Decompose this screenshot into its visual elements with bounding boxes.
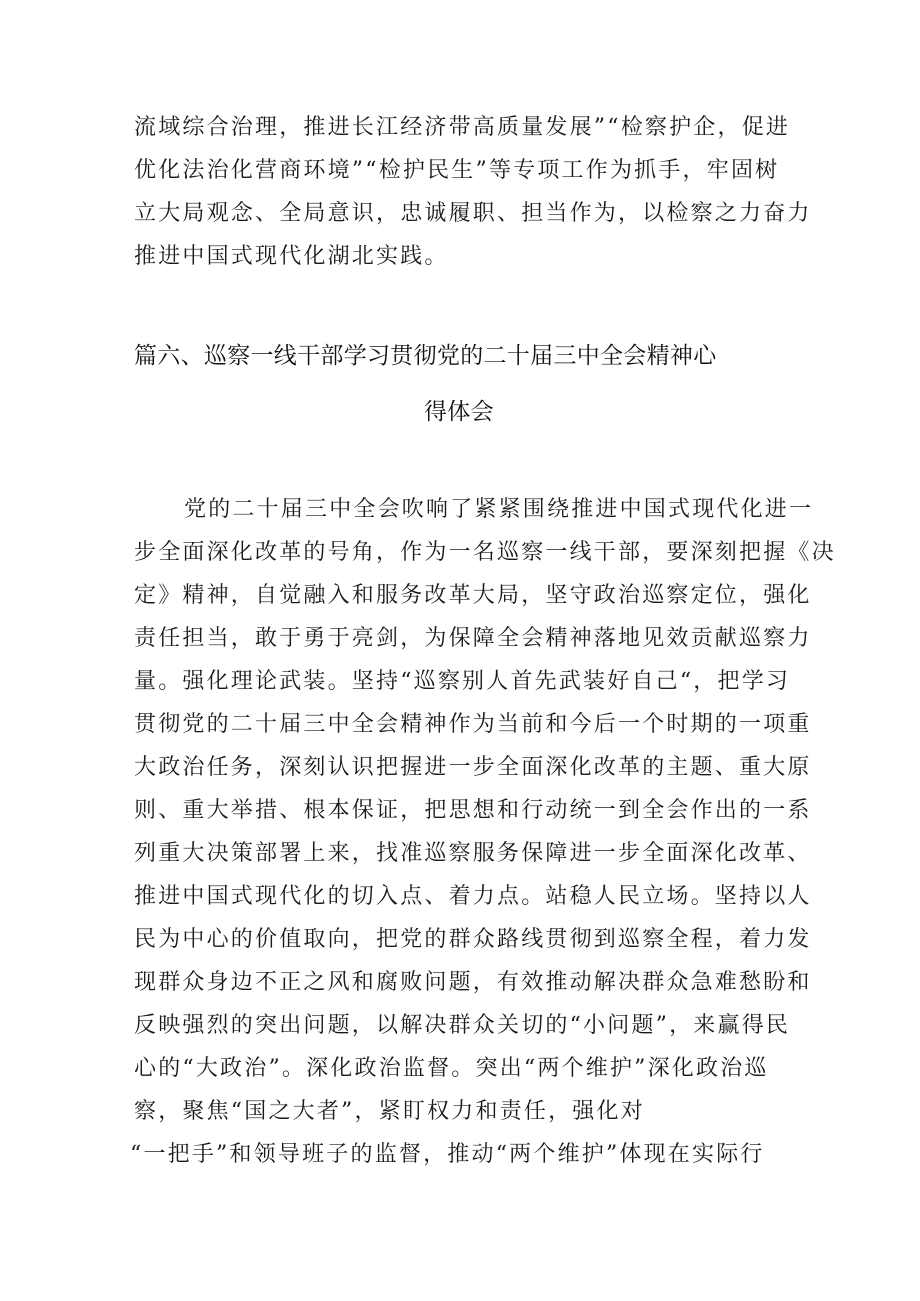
body-line: 定》精神，自觉融入和服务改革大局，坚守政治巡察定位，强化 (134, 583, 812, 608)
body-line: 列重大决策部署上来，找准巡察服务保障进一步全面深化改革、 (134, 841, 812, 866)
heading-line-2: 得体会 (424, 399, 494, 425)
body-line: 现群众身边不正之风和腐败问题，有效推动解决群众急难愁盼和 (134, 970, 812, 995)
body-line: “一把手”和领导班子的监督，推动“两个维护”体现在实际行 (130, 1142, 765, 1167)
body-line: 量。强化理论武装。坚持“巡察别人首先武装好自己“，把学习 (134, 669, 791, 694)
intro-line: 立大局观念、全局意识，忠诚履职、担当作为，以检察之力奋力 (134, 201, 812, 226)
body-line: 贯彻党的二十届三中全会精神作为当前和今后一个时期的一项重 (134, 712, 812, 737)
body-line: 大政治任务，深刻认识把握进一步全面深化改革的主题、重大原 (134, 755, 812, 780)
heading-line-1: 篇六、巡察一线干部学习贯彻党的二十届三中全会精神心 (134, 343, 717, 369)
body-line: 察，聚焦“国之大者”，紧盯权力和责任，强化对 (134, 1099, 645, 1124)
body-line: 推进中国式现代化的切入点、着力点。站稳人民立场。坚持以人 (134, 884, 812, 909)
intro-line: 优化法治化营商环境”“检护民生”等专项工作为抓手，牢固树 (134, 158, 780, 183)
body-line: 民为中心的价值取向，把党的群众路线贯彻到巡察全程，着力发 (134, 927, 812, 952)
body-line: 责任担当，敢于勇于亮剑，为保障全会精神落地见效贡献巡察力 (134, 626, 812, 651)
body-line: 心的“大政治”。深化政治监督。突出“两个维护”深化政治巡 (134, 1056, 769, 1081)
body-line: 党的二十届三中全会吹响了紧紧围绕推进中国式现代化进一 (184, 497, 814, 522)
body-line: 则、重大举措、根本保证，把思想和行动统一到全会作出的一系 (134, 798, 812, 823)
body-line: 步全面深化改革的号角，作为一名巡察一线干部，要深刻把握《决 (134, 540, 836, 565)
body-line: 反映强烈的突出问题，以解决群众关切的“小问题”，来赢得民 (134, 1013, 791, 1038)
intro-line: 流域综合治理，推进长江经济带高质量发展”“检察护企，促进 (134, 115, 791, 140)
intro-line: 推进中国式现代化湖北实践。 (134, 244, 449, 269)
